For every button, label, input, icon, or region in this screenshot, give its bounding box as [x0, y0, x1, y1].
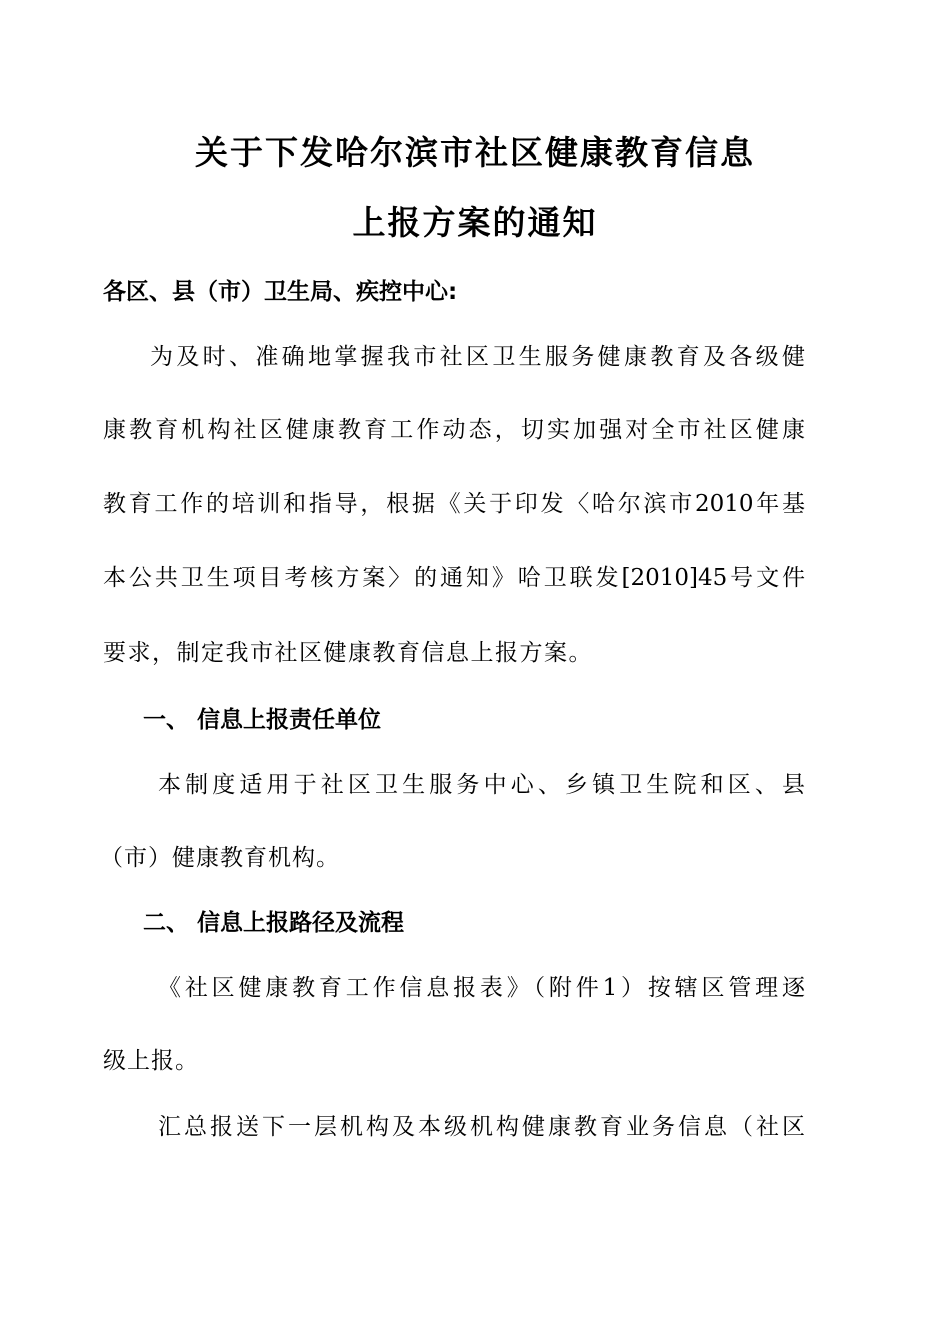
- section-2-heading: 二、 信息上报路径及流程: [143, 910, 405, 936]
- addressee: 各区、县（市）卫生局、疾控中心:: [103, 279, 458, 305]
- section-1-line-1: 本制度适用于社区卫生服务中心、乡镇卫生院和区、县: [158, 772, 805, 798]
- intro-line-1: 为及时、准确地掌握我市社区卫生服务健康教育及各级健: [150, 344, 805, 370]
- section-2-line-2: 级上报。: [103, 1048, 199, 1074]
- intro-line-3: 教育工作的培训和指导，根据《关于印发〈哈尔滨市2010年基: [103, 491, 805, 517]
- intro-line-2: 康教育机构社区健康教育工作动态，切实加强对全市社区健康: [103, 417, 805, 443]
- document-title-line-1: 关于下发哈尔滨市社区健康教育信息: [195, 133, 755, 172]
- intro-line-4: 本公共卫生项目考核方案〉的通知》哈卫联发[2010]45号文件: [103, 565, 805, 591]
- section-1-line-2: （市）健康教育机构。: [100, 845, 340, 871]
- intro-line-5: 要求，制定我市社区健康教育信息上报方案。: [103, 640, 593, 666]
- section-2-line-3: 汇总报送下一层机构及本级机构健康教育业务信息（社区: [158, 1114, 805, 1140]
- section-1-heading: 一、 信息上报责任单位: [143, 707, 382, 733]
- section-2-line-1: 《社区健康教育工作信息报表》（附件1）按辖区管理逐: [158, 975, 805, 1001]
- document-title-line-2: 上报方案的通知: [352, 203, 598, 242]
